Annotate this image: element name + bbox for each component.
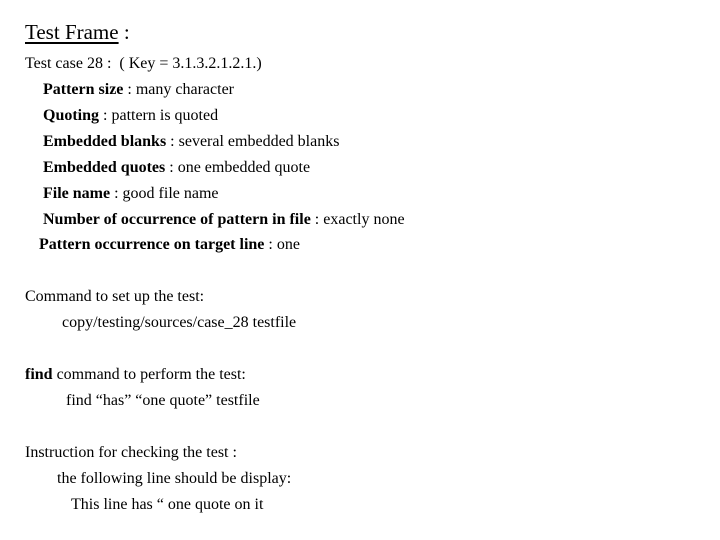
attribute-value: : several embedded blanks: [166, 133, 340, 150]
attribute-label: Pattern occurrence on target line: [39, 236, 265, 253]
check-instruction: the following line should be display:: [57, 470, 292, 487]
perform-heading-bold: find: [25, 366, 53, 383]
attribute-label: Quoting: [43, 107, 100, 124]
attribute-value: : good file name: [110, 185, 219, 202]
setup-heading: Command to set up the test:: [25, 288, 205, 305]
check-expected-line: This line has “ one quote on it: [71, 496, 264, 513]
attribute-value: : one embedded quote: [165, 159, 311, 176]
title-text: Test Frame: [25, 20, 119, 44]
page-title: [25, 19, 130, 45]
attribute-label: Embedded quotes: [43, 159, 166, 176]
attribute-file-name: [43, 184, 219, 204]
attribute-value: : pattern is quoted: [99, 107, 219, 124]
attribute-value: : one: [264, 236, 300, 253]
perform-heading: [25, 365, 246, 385]
attribute-label: File name: [43, 185, 111, 202]
setup-command: copy/testing/sources/case_28 testfile: [62, 314, 297, 331]
perform-command: find “has” “one quote” testfile: [66, 392, 260, 409]
check-heading: Instruction for checking the test :: [25, 444, 237, 461]
attribute-label: Embedded blanks: [43, 133, 167, 150]
attribute-embedded-quotes: [43, 158, 310, 178]
test-case-line: Test case 28 : ( Key = 3.1.3.2.1.2.1.): [25, 55, 262, 72]
attribute-embedded-blanks: [43, 132, 339, 152]
attribute-number-of-occurrence: [43, 210, 405, 230]
attribute-value: : many character: [123, 81, 235, 98]
title-colon: :: [118, 20, 130, 44]
perform-heading-rest: command to perform the test:: [52, 366, 246, 383]
attribute-pattern-occurrence: [39, 235, 300, 255]
attribute-label: Pattern size: [43, 81, 124, 98]
attribute-value: : exactly none: [310, 211, 405, 228]
attribute-label: Number of occurrence of pattern in file: [43, 211, 311, 228]
attribute-pattern-size: [43, 80, 234, 100]
attribute-quoting: [43, 106, 218, 126]
